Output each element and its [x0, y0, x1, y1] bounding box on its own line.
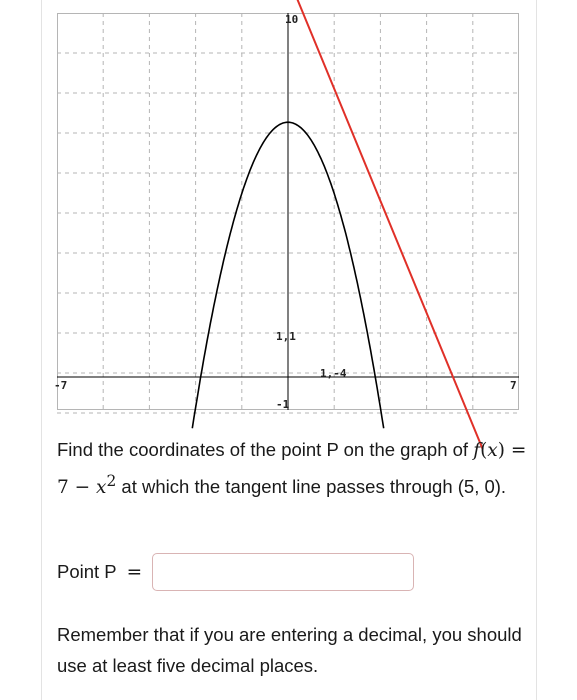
tangent-line [229, 0, 483, 449]
tick-label-point-b: 1,-4 [320, 367, 347, 380]
tick-label-x-right: 7 [510, 379, 517, 392]
tick-label-point-a: 1,1 [276, 330, 296, 343]
function-graph [54, 13, 527, 413]
equals-sign: = [126, 561, 143, 583]
function-expression: $f(x) = 7 - x^2$ [57, 440, 527, 499]
decimal-note: Remember that if you are entering a decimal, you should use at least five decimal places. [57, 624, 522, 676]
answer-row [57, 549, 477, 595]
point-p-input[interactable] [152, 553, 414, 591]
question-text: Find the coordinates of the point P on the graph of $f(x) = 7 - x^2$ at which the tangent line passes through (5, 0). [57, 439, 527, 499]
tick-label-x-left: -7 [54, 379, 68, 392]
tick-label-y-top: 10 [285, 13, 299, 26]
tick-label-y-bottom: -1 [276, 398, 290, 411]
answer-label: Point P [57, 561, 117, 582]
